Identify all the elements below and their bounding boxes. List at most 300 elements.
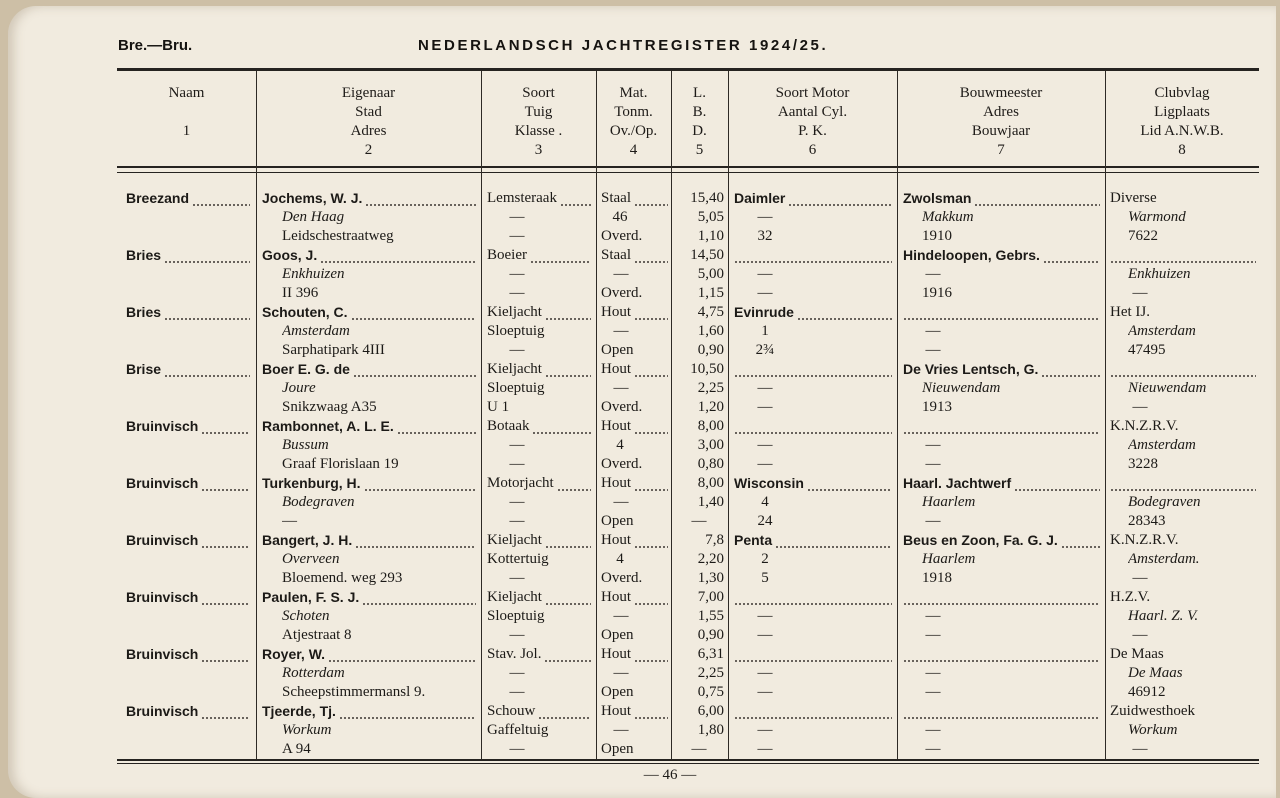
club-detail: Haarl. Z. V. <box>1128 608 1199 624</box>
dimension: 15,40 <box>690 190 724 206</box>
column-header-line: Soort Motor <box>775 85 850 101</box>
owner-name: Rambonnet, A. L. E. <box>262 418 394 434</box>
column-divider <box>256 71 257 759</box>
column-header-3 <box>481 84 596 160</box>
motor-type: Wisconsin <box>734 475 804 491</box>
dimension: 10,50 <box>690 361 724 377</box>
leader-dots <box>560 189 591 208</box>
motor-spec: 2 <box>761 551 769 567</box>
owner-name: Bangert, J. H. <box>262 532 353 548</box>
dimension: — <box>691 741 707 757</box>
leader-dots <box>734 702 892 721</box>
motor-spec: — <box>757 209 773 225</box>
column-header-1 <box>117 84 256 141</box>
builder-detail: — <box>925 323 941 339</box>
leader-dots <box>634 702 668 721</box>
dimension: 8,00 <box>697 418 724 434</box>
builder-name: Beus en Zoon, Fa. G. J. <box>903 532 1058 548</box>
owner-name: Royer, W. <box>262 646 326 662</box>
owner-address: Sarphatipark 4III <box>282 342 385 358</box>
dimension: 1,30 <box>697 570 724 586</box>
motor-spec: 1 <box>761 323 769 339</box>
owner-city: Den Haag <box>282 209 345 225</box>
column-header-8 <box>1105 84 1259 160</box>
motor-type: Penta <box>734 532 773 548</box>
leader-dots <box>734 417 892 436</box>
builder-detail: 1910 <box>922 228 952 244</box>
material: Hout <box>601 475 631 491</box>
yacht-name: Bries <box>126 304 162 320</box>
rig-type: — <box>509 627 525 643</box>
yacht-name: Bries <box>126 247 162 263</box>
column-header-line: 8 <box>1178 142 1186 158</box>
column-header-line: 3 <box>534 142 543 158</box>
column-header-line: Aantal Cyl. <box>777 104 848 120</box>
rig-type: — <box>509 342 525 358</box>
dimension: 7,8 <box>705 532 724 548</box>
bottom-rule <box>117 759 1259 761</box>
column-header-line: Mat. <box>619 85 648 101</box>
owner-name: Schouten, C. <box>262 304 348 320</box>
register-title: NEDERLANDSCH JACHTREGISTER 1924/25. <box>418 37 829 54</box>
material: — <box>613 266 629 282</box>
header-bottom-rule <box>117 166 1259 168</box>
rig-type: Sloeptuig <box>487 380 545 396</box>
material: Hout <box>601 589 631 605</box>
club-detail: Amsterdam <box>1128 323 1196 339</box>
club-detail: — <box>1132 399 1148 415</box>
leader-dots <box>807 474 892 493</box>
yacht-name: Brise <box>126 361 162 377</box>
column-header-line: Klasse . <box>514 123 563 139</box>
column-header-line: 7 <box>997 142 1005 158</box>
leader-dots <box>1061 531 1100 550</box>
column-divider <box>728 71 729 759</box>
builder-detail: — <box>925 513 941 529</box>
material: Overd. <box>601 456 643 472</box>
column-header-line: 1 <box>182 123 191 139</box>
leader-dots <box>734 246 892 265</box>
leader-dots <box>775 531 892 550</box>
owner-address: Atjestraat 8 <box>282 627 352 643</box>
material: Staal <box>601 190 631 206</box>
leader-dots <box>201 645 250 664</box>
yacht-name: Bruinvisch <box>126 532 199 548</box>
material: Open <box>601 513 634 529</box>
builder-name: De Vries Lentsch, G. <box>903 361 1039 377</box>
rig-type: — <box>509 741 525 757</box>
column-header-line: 4 <box>629 142 638 158</box>
leader-dots <box>903 702 1100 721</box>
material: Open <box>601 342 634 358</box>
club-detail: De Maas <box>1128 665 1183 681</box>
dimension: 8,00 <box>697 475 724 491</box>
club-detail: 3228 <box>1128 456 1158 472</box>
motor-spec: — <box>757 665 773 681</box>
dimension: 1,55 <box>697 608 724 624</box>
dimension: 1,10 <box>697 228 724 244</box>
club-detail: — <box>1132 741 1148 757</box>
yacht-name: Bruinvisch <box>126 646 199 662</box>
leader-dots <box>201 474 250 493</box>
material: Staal <box>601 247 631 263</box>
owner-address: Scheepstimmermansl 9. <box>282 684 426 700</box>
column-header-line: Ov./Op. <box>609 123 658 139</box>
material: — <box>613 608 629 624</box>
rig-type: — <box>509 494 525 510</box>
leader-dots <box>797 303 892 322</box>
column-header-line: Clubvlag <box>1154 85 1210 101</box>
leader-dots <box>545 588 591 607</box>
club-detail: Workum <box>1128 722 1178 738</box>
club-detail: Enkhuizen <box>1128 266 1191 282</box>
owner-city: Joure <box>282 380 316 396</box>
club-flag: K.N.Z.R.V. <box>1110 418 1179 434</box>
club-detail: 28343 <box>1128 513 1166 529</box>
builder-detail: — <box>925 741 941 757</box>
motor-spec: — <box>757 684 773 700</box>
material: — <box>613 494 629 510</box>
column-header-line: Stad <box>355 104 382 120</box>
leader-dots <box>557 474 591 493</box>
dimension: 4,75 <box>697 304 724 320</box>
material: — <box>613 323 629 339</box>
column-header-7 <box>897 84 1105 160</box>
motor-type: Evinrude <box>734 304 794 320</box>
dimension: — <box>691 513 707 529</box>
rig-type: Motorjacht <box>487 475 554 491</box>
dimension: 0,90 <box>697 627 724 643</box>
material: Overd. <box>601 399 643 415</box>
rig-type: — <box>509 285 525 301</box>
leader-dots <box>545 303 591 322</box>
leader-dots <box>544 645 591 664</box>
column-header-2 <box>256 84 481 160</box>
column-header-line: Adres <box>350 123 387 139</box>
builder-detail: Nieuwendam <box>922 380 1001 396</box>
builder-detail: Haarlem <box>922 494 976 510</box>
owner-city: Workum <box>282 722 332 738</box>
leader-dots <box>164 303 250 322</box>
motor-spec: 4 <box>761 494 769 510</box>
column-header-line: Bouwjaar <box>971 123 1031 139</box>
material: 46 <box>612 209 628 225</box>
leader-dots <box>903 645 1100 664</box>
club-detail: Nieuwendam <box>1128 380 1207 396</box>
leader-dots <box>1110 474 1256 493</box>
motor-spec: 32 <box>757 228 773 244</box>
column-header-line: Soort <box>522 85 555 101</box>
column-header-line: D. <box>692 123 707 139</box>
rig-type: Sloeptuig <box>487 323 545 339</box>
leader-dots <box>1014 474 1100 493</box>
bottom-rule-2 <box>117 763 1259 764</box>
dimension: 5,00 <box>697 266 724 282</box>
leader-dots <box>1041 360 1100 379</box>
leader-dots <box>201 588 250 607</box>
leader-dots <box>320 246 476 265</box>
rig-type: — <box>509 456 525 472</box>
motor-spec: 2¾ <box>755 342 775 358</box>
owner-address: Graaf Florislaan 19 <box>282 456 399 472</box>
leader-dots <box>201 702 250 721</box>
rig-type: U 1 <box>487 399 510 415</box>
rig-type: — <box>509 665 525 681</box>
material: — <box>613 722 629 738</box>
material: Overd. <box>601 570 643 586</box>
builder-detail: 1918 <box>922 570 952 586</box>
club-detail: Warmond <box>1128 209 1186 225</box>
club-detail: Amsterdam <box>1128 437 1196 453</box>
column-header-line: Tuig <box>524 104 553 120</box>
material: Hout <box>601 703 631 719</box>
leader-dots <box>201 531 250 550</box>
club-detail: Amsterdam. <box>1128 551 1200 567</box>
rig-type: — <box>509 228 525 244</box>
leader-dots <box>734 360 892 379</box>
yacht-name: Bruinvisch <box>126 475 199 491</box>
leader-dots <box>362 588 476 607</box>
builder-detail: — <box>925 684 941 700</box>
dimension: 14,50 <box>690 247 724 263</box>
leader-dots <box>530 246 591 265</box>
owner-address: Bloemend. weg 293 <box>282 570 403 586</box>
leader-dots <box>634 303 668 322</box>
column-header-line: Tonm. <box>614 104 653 120</box>
material: Hout <box>601 418 631 434</box>
motor-spec: 5 <box>761 570 769 586</box>
dimension: 0,80 <box>697 456 724 472</box>
column-header-line: Bouwmeester <box>959 85 1043 101</box>
column-header-6 <box>728 84 897 160</box>
dimension: 1,80 <box>697 722 724 738</box>
material: Hout <box>601 646 631 662</box>
owner-city: Rotterdam <box>282 665 345 681</box>
motor-spec: — <box>757 437 773 453</box>
material: 4 <box>616 551 624 567</box>
column-divider <box>897 71 898 759</box>
rig-type: Boeier <box>487 247 527 263</box>
leader-dots <box>365 189 476 208</box>
dimension: 7,00 <box>697 589 724 605</box>
club-detail: — <box>1132 570 1148 586</box>
material: Open <box>601 627 634 643</box>
motor-spec: — <box>757 456 773 472</box>
leader-dots <box>532 417 591 436</box>
motor-spec: — <box>757 627 773 643</box>
rig-type: — <box>509 570 525 586</box>
leader-dots <box>355 531 476 550</box>
dimension: 2,20 <box>697 551 724 567</box>
motor-spec: — <box>757 285 773 301</box>
leader-dots <box>201 417 250 436</box>
column-header-line: P. K. <box>798 123 827 139</box>
owner-name: Tjeerde, Tj. <box>262 703 336 719</box>
column-header-line: Adres <box>983 104 1019 120</box>
club-detail: — <box>1132 285 1148 301</box>
leader-dots <box>634 189 668 208</box>
club-flag: Zuidwesthoek <box>1110 703 1195 719</box>
leader-dots <box>545 531 591 550</box>
leader-dots <box>788 189 892 208</box>
column-divider <box>481 71 482 759</box>
dimension: 6,31 <box>697 646 724 662</box>
rig-type: — <box>509 209 525 225</box>
owner-city: Schoten <box>282 608 330 624</box>
club-detail: Bodegraven <box>1128 494 1201 510</box>
leader-dots <box>1110 360 1256 379</box>
motor-spec: 24 <box>757 513 773 529</box>
yacht-name: Bruinvisch <box>126 703 199 719</box>
leader-dots <box>903 417 1100 436</box>
owner-name: Jochems, W. J. <box>262 190 363 206</box>
leader-dots <box>634 645 668 664</box>
owner-address: Leidschestraatweg <box>282 228 394 244</box>
leader-dots <box>164 246 250 265</box>
leader-dots <box>734 588 892 607</box>
column-header-line: L. <box>693 85 706 101</box>
leader-dots <box>634 474 668 493</box>
leader-dots <box>353 360 476 379</box>
material: 4 <box>616 437 624 453</box>
column-divider <box>671 71 672 759</box>
leader-dots <box>1110 246 1256 265</box>
club-detail: 7622 <box>1128 228 1158 244</box>
club-detail: 47495 <box>1128 342 1166 358</box>
leader-dots <box>339 702 476 721</box>
column-header-line: Lid A.N.W.B. <box>1140 123 1224 139</box>
leader-dots <box>903 303 1100 322</box>
club-flag: K.N.Z.R.V. <box>1110 532 1179 548</box>
rig-type: Kottertuig <box>487 551 549 567</box>
leader-dots <box>634 246 668 265</box>
rig-type: Schouw <box>487 703 536 719</box>
material: Overd. <box>601 285 643 301</box>
dimension: 0,90 <box>697 342 724 358</box>
leader-dots <box>164 360 250 379</box>
leader-dots <box>364 474 476 493</box>
rig-type: Lemsteraak <box>487 190 557 206</box>
leader-dots <box>538 702 591 721</box>
club-detail: — <box>1132 627 1148 643</box>
leader-dots <box>634 417 668 436</box>
builder-name: Haarl. Jachtwerf <box>903 475 1012 491</box>
column-header-line: B. <box>692 104 707 120</box>
page-number: — 46 — <box>643 767 697 783</box>
owner-address: II 396 <box>282 285 319 301</box>
column-header-line <box>117 103 256 122</box>
rig-type: Kieljacht <box>487 361 542 377</box>
builder-detail: 1913 <box>922 399 952 415</box>
material: — <box>613 665 629 681</box>
owner-city: Enkhuizen <box>282 266 345 282</box>
club-detail: 46912 <box>1128 684 1166 700</box>
motor-spec: — <box>757 399 773 415</box>
dimension: 2,25 <box>697 665 724 681</box>
motor-spec: — <box>757 380 773 396</box>
club-flag: Het IJ. <box>1110 304 1150 320</box>
motor-spec: — <box>757 266 773 282</box>
material: Hout <box>601 361 631 377</box>
column-header-4 <box>596 84 671 160</box>
yacht-name: Bruinvisch <box>126 418 199 434</box>
material: Open <box>601 741 634 757</box>
motor-spec: — <box>757 741 773 757</box>
leader-dots <box>634 588 668 607</box>
leader-dots <box>545 360 591 379</box>
leader-dots <box>1043 246 1100 265</box>
rig-type: Kieljacht <box>487 532 542 548</box>
owner-name: Goos, J. <box>262 247 318 263</box>
leader-dots <box>634 531 668 550</box>
motor-type: Daimler <box>734 190 786 206</box>
owner-city: Bodegraven <box>282 494 355 510</box>
leader-dots <box>734 645 892 664</box>
dimension: 1,60 <box>697 323 724 339</box>
dimension: 1,40 <box>697 494 724 510</box>
builder-detail: — <box>925 608 941 624</box>
column-header-line: 6 <box>808 142 817 158</box>
leader-dots <box>634 360 668 379</box>
yacht-name: Breezand <box>126 190 190 206</box>
leader-dots <box>903 588 1100 607</box>
material: — <box>613 380 629 396</box>
dimension: 1,20 <box>697 399 724 415</box>
rig-type: — <box>509 684 525 700</box>
builder-detail: 1916 <box>922 285 952 301</box>
dimension: 5,05 <box>697 209 724 225</box>
dimension: 6,00 <box>697 703 724 719</box>
column-divider <box>596 71 597 759</box>
dimension: 3,00 <box>697 437 724 453</box>
owner-city: Bussum <box>282 437 329 453</box>
owner-name: Turkenburg, H. <box>262 475 361 491</box>
owner-address: A 94 <box>282 741 311 757</box>
rig-type: — <box>509 437 525 453</box>
rig-type: Kieljacht <box>487 304 542 320</box>
column-header-5 <box>671 84 728 160</box>
builder-detail: — <box>925 342 941 358</box>
builder-detail: — <box>925 722 941 738</box>
builder-detail: Haarlem <box>922 551 976 567</box>
material: Open <box>601 684 634 700</box>
leader-dots <box>974 189 1100 208</box>
leader-dots <box>397 417 476 436</box>
builder-detail: — <box>925 437 941 453</box>
rig-type: Kieljacht <box>487 589 542 605</box>
column-header-line: 2 <box>364 142 373 158</box>
club-flag: De Maas <box>1110 646 1164 662</box>
club-flag: Diverse <box>1110 190 1157 206</box>
column-divider <box>1105 71 1106 759</box>
builder-detail: — <box>925 665 941 681</box>
header-bottom-rule-2 <box>117 172 1259 173</box>
leader-dots <box>328 645 476 664</box>
owner-name: Paulen, F. S. J. <box>262 589 360 605</box>
builder-name: Zwolsman <box>903 190 972 206</box>
material: Overd. <box>601 228 643 244</box>
owner-address: — <box>282 513 297 529</box>
builder-name: Hindeloopen, Gebrs. <box>903 247 1040 263</box>
club-flag: H.Z.V. <box>1110 589 1151 605</box>
rig-type: — <box>509 266 525 282</box>
rig-type: Botaak <box>487 418 530 434</box>
dimension: 2,25 <box>697 380 724 396</box>
yacht-name: Bruinvisch <box>126 589 199 605</box>
rig-type: — <box>509 513 525 529</box>
builder-detail: Makkum <box>922 209 974 225</box>
builder-detail: — <box>925 627 941 643</box>
